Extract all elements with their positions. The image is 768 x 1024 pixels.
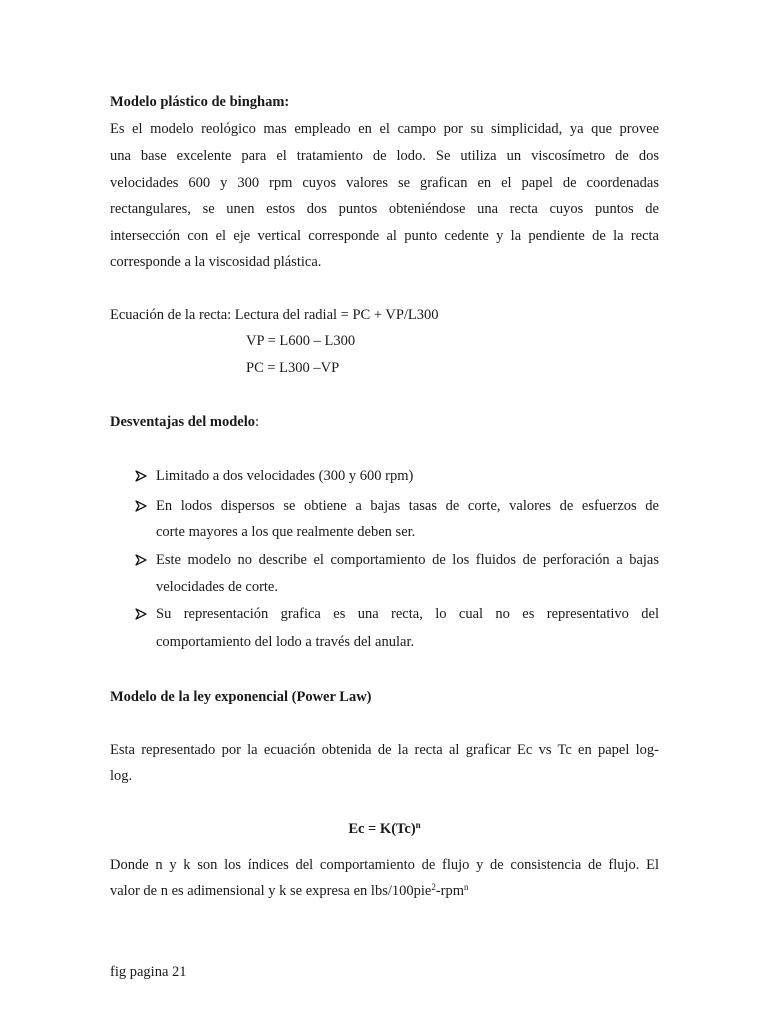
arrow-bullet-icon xyxy=(134,605,148,623)
list-item-text-continued: corte mayores a los que realmente deben ser. xyxy=(156,524,416,540)
formula-base: Ec = K(Tc) xyxy=(348,821,416,837)
list-item-text: Su representación grafica es una recta, lo cual no es representativo del xyxy=(156,606,659,622)
heading-power-law: Modelo de la ley exponencial (Power Law) xyxy=(110,689,372,705)
arrow-bullet-icon xyxy=(134,497,148,515)
list-item-text: En lodos dispersos se obtiene a bajas tasas de corte, valores de esfuerzos de xyxy=(156,498,659,514)
heading-disadvantages-text: Desventajas del modelo xyxy=(110,414,255,430)
def-text-a: valor de n es adimensional y k se expresa en lbs/100pie xyxy=(110,883,432,899)
equation-line-label: Ecuación de la recta: Lectura del radial = PC + VP/L300 xyxy=(110,307,439,323)
def-text-b: -rpm xyxy=(435,883,465,899)
paragraph-line: una base excelente para el tratamiento de lodo. Se utiliza un viscosímetro de dos xyxy=(110,148,659,164)
list-item-text-continued: comportamiento del lodo a través del anular. xyxy=(156,634,415,650)
paragraph-line: rectangulares, se unen estos dos puntos obteniéndose una recta cuyos puntos de xyxy=(110,201,659,217)
footer-note: fig pagina 21 xyxy=(110,964,187,980)
list-item-text: Limitado a dos velocidades (300 y 600 rpm) xyxy=(156,468,414,484)
paragraph-line: intersección con el eje vertical corresponde al punto cedente y la pendiente de la recta xyxy=(110,228,659,244)
formula-exponent: n xyxy=(415,820,421,830)
heading-colon: : xyxy=(255,414,260,430)
paragraph-line: log. xyxy=(110,768,133,784)
document-page xyxy=(110,0,659,1024)
list-item-text-continued: velocidades de corte. xyxy=(156,579,278,595)
arrow-bullet-icon xyxy=(134,551,148,569)
superscript-n: n xyxy=(464,882,469,892)
superscript-2: 2 xyxy=(431,882,436,892)
heading-disadvantages xyxy=(110,413,259,431)
paragraph-line: Donde n y k son los índices del comportamiento de flujo y de consistencia de flujo. El xyxy=(110,857,659,873)
paragraph-line xyxy=(110,882,469,900)
arrow-bullet-icon xyxy=(134,467,148,485)
list-item-text: Este modelo no describe el comportamiento de los fluidos de perforación a bajas xyxy=(156,552,659,568)
heading-bingham: Modelo plástico de bingham: xyxy=(110,94,290,110)
formula-power-law xyxy=(110,820,659,838)
equation-pc: PC = L300 –VP xyxy=(246,360,340,376)
paragraph-line: velocidades 600 y 300 rpm cuyos valores se grafican en el papel de coordenadas xyxy=(110,175,659,191)
paragraph-line: corresponde a la viscosidad plástica. xyxy=(110,254,322,270)
equation-vp: VP = L600 – L300 xyxy=(246,333,356,349)
paragraph-line: Esta representado por la ecuación obtenida de la recta al graficar Ec vs Tc en papel log- xyxy=(110,742,659,758)
paragraph-line: Es el modelo reológico mas empleado en el campo por su simplicidad, ya que provee xyxy=(110,121,659,137)
